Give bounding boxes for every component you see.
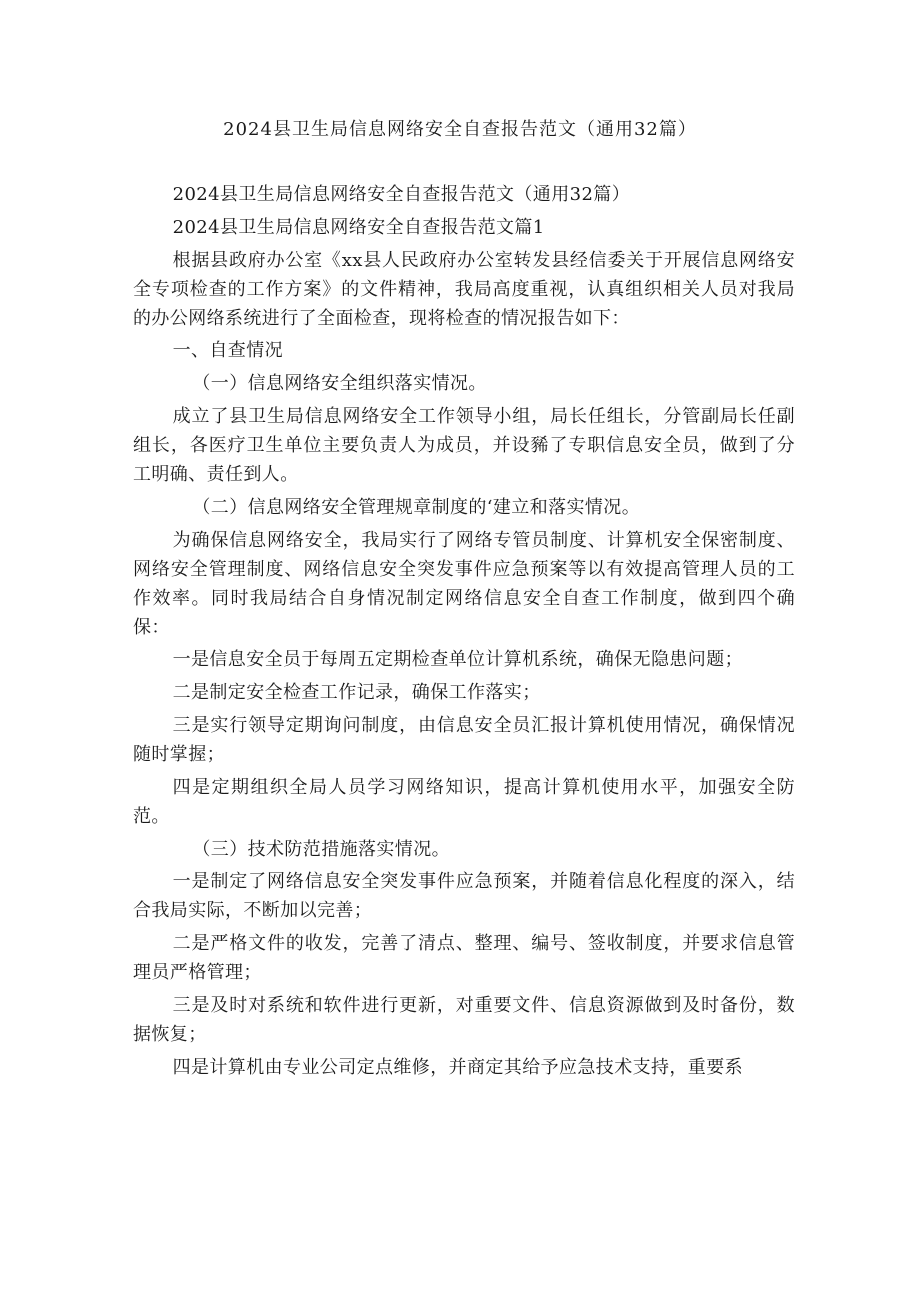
paragraph-section-heading: 2024县卫生局信息网络安全自查报告范文篇1	[172, 216, 545, 238]
list-item-maintenance: 四是计算机由专业公司定点维修，并商定其给予应急技术支持，重要系	[172, 1056, 743, 1078]
document-title: 2024县卫生局信息网络安全自查报告范文（通用32篇）	[223, 119, 697, 140]
list-item-records: 二是制定安全检查工作记录，确保工作落实；	[172, 682, 541, 704]
list-item-emergency-plan: 一是制定了网络信息安全突发事件应急预案，并随着信息化程度的深入，结合我局实际，不断加以完善；	[133, 871, 795, 922]
list-item-updates: 三是及时对系统和软件进行更新，对重要文件、信息资源做到及时备份，数据恢复；	[133, 994, 795, 1045]
paragraph-regulations: 为确保信息网络安全，我局实行了网络专管员制度、计算机安全保密制度、网络安全管理制度、网络信息安全突发事件应急预案等以有效提高管理人员的工作效率。同时我局结合自身情况制定网络信息安全自查工作制度，做到四个确保：	[133, 529, 795, 638]
list-item-inquiry: 三是实行领导定期询问制度，由信息安全员汇报计算机使用情况，确保情况随时掌握；	[133, 714, 795, 765]
list-item-documents: 二是严格文件的收发，完善了清点、整理、编号、签收制度，并要求信息管理员严格管理；	[133, 933, 795, 984]
paragraph-subtitle: 2024县卫生局信息网络安全自查报告范文（通用32篇）	[172, 184, 631, 205]
paragraph-intro: 根据县政府办公室《xx县人民政府办公室转发县经信委关于开展信息网络安全专项检查的工作方案》的文件精神，我局高度重视，认真组织相关人员对我局的办公网络系统进行了全面检查，现将检查的情况报告如下：	[133, 249, 795, 329]
subheading-organization: （一）信息网络安全组织落实情况。	[192, 373, 487, 395]
list-item-training: 四是定期组织全局人员学习网络知识，提高计算机使用水平，加强安全防范。	[133, 776, 795, 827]
heading-self-inspection: 一、自查情况	[172, 340, 283, 362]
list-item-weekly-check: 一是信息安全员于每周五定期检查单位计算机系统，确保无隐患问题；	[172, 649, 743, 671]
subheading-regulations: （二）信息网络安全管理规章制度的‘建立和落实情况。	[192, 496, 641, 518]
subheading-technical: （三）技术防范措施落实情况。	[192, 838, 450, 860]
paragraph-organization: 成立了县卫生局信息网络安全工作领导小组，局长任组长，分管副局长任副组长，各医疗卫生单位主要负责人为成员，并设豨了专职信息安全员，做到了分工明确、责任到人。	[133, 405, 795, 485]
document-body	[133, 180, 795, 1086]
